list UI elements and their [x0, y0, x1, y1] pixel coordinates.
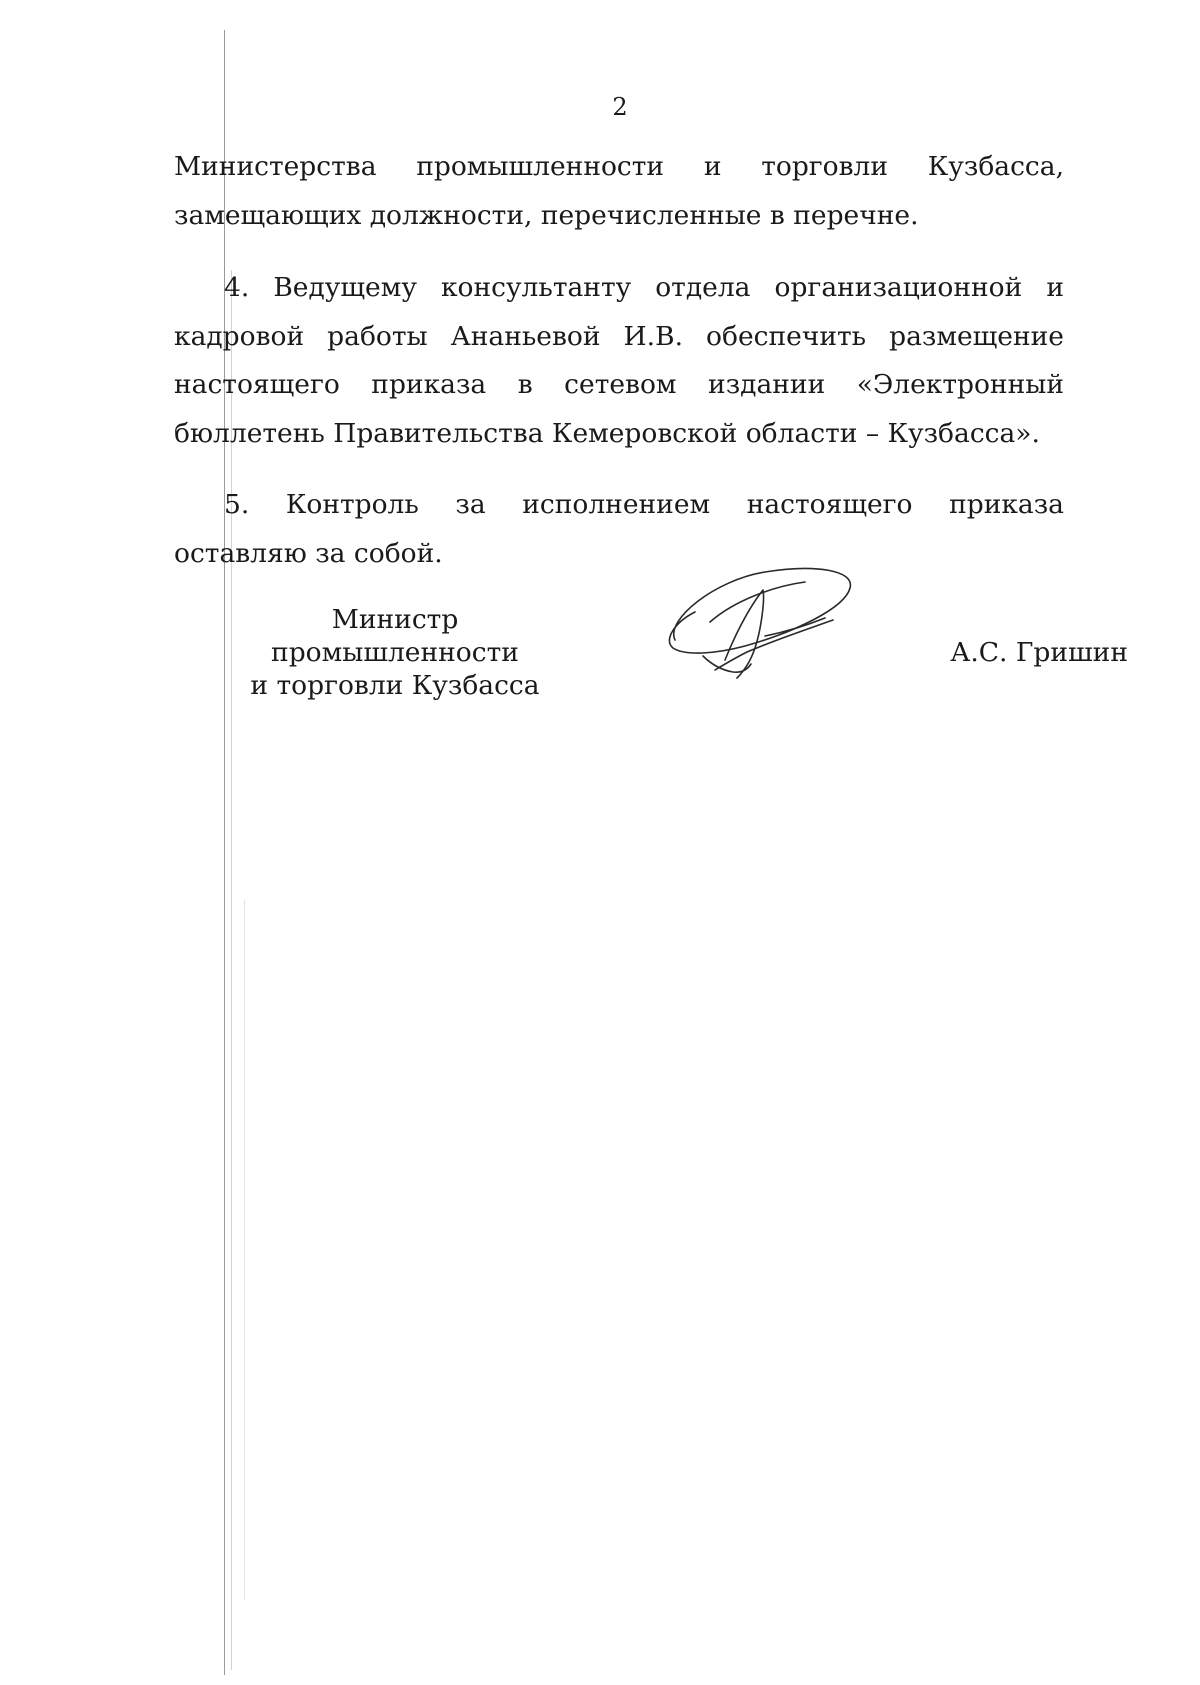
paragraph-item-5: 5. Контроль за исполнением настоящего приказа оставляю за собой.: [174, 489, 1064, 569]
signer-position-line-2: и торговли Кузбасса: [250, 670, 540, 701]
signer-position-line-1: Министр промышленности: [271, 604, 519, 668]
handwritten-signature: [655, 560, 875, 690]
page-number: 2: [612, 93, 628, 121]
paragraph-continuation: Министерства промышленности и торговли Кузбасса, замещающих должности, перечисленные в перечне.: [174, 151, 1064, 231]
scan-artifact-line: [231, 270, 232, 1670]
signer-position: [220, 603, 570, 702]
scan-artifact-line: [244, 900, 245, 1600]
paragraph-item-4: 4. Ведущему консультанту отдела организационной и кадровой работы Ананьевой И.В. обеспечить размещение настоящего приказа в сетевом издании «Электронный бюллетень Правительства Кемеровской области – Кузбасса».: [174, 272, 1064, 449]
signer-name: А.С. Гришин: [950, 637, 1128, 668]
